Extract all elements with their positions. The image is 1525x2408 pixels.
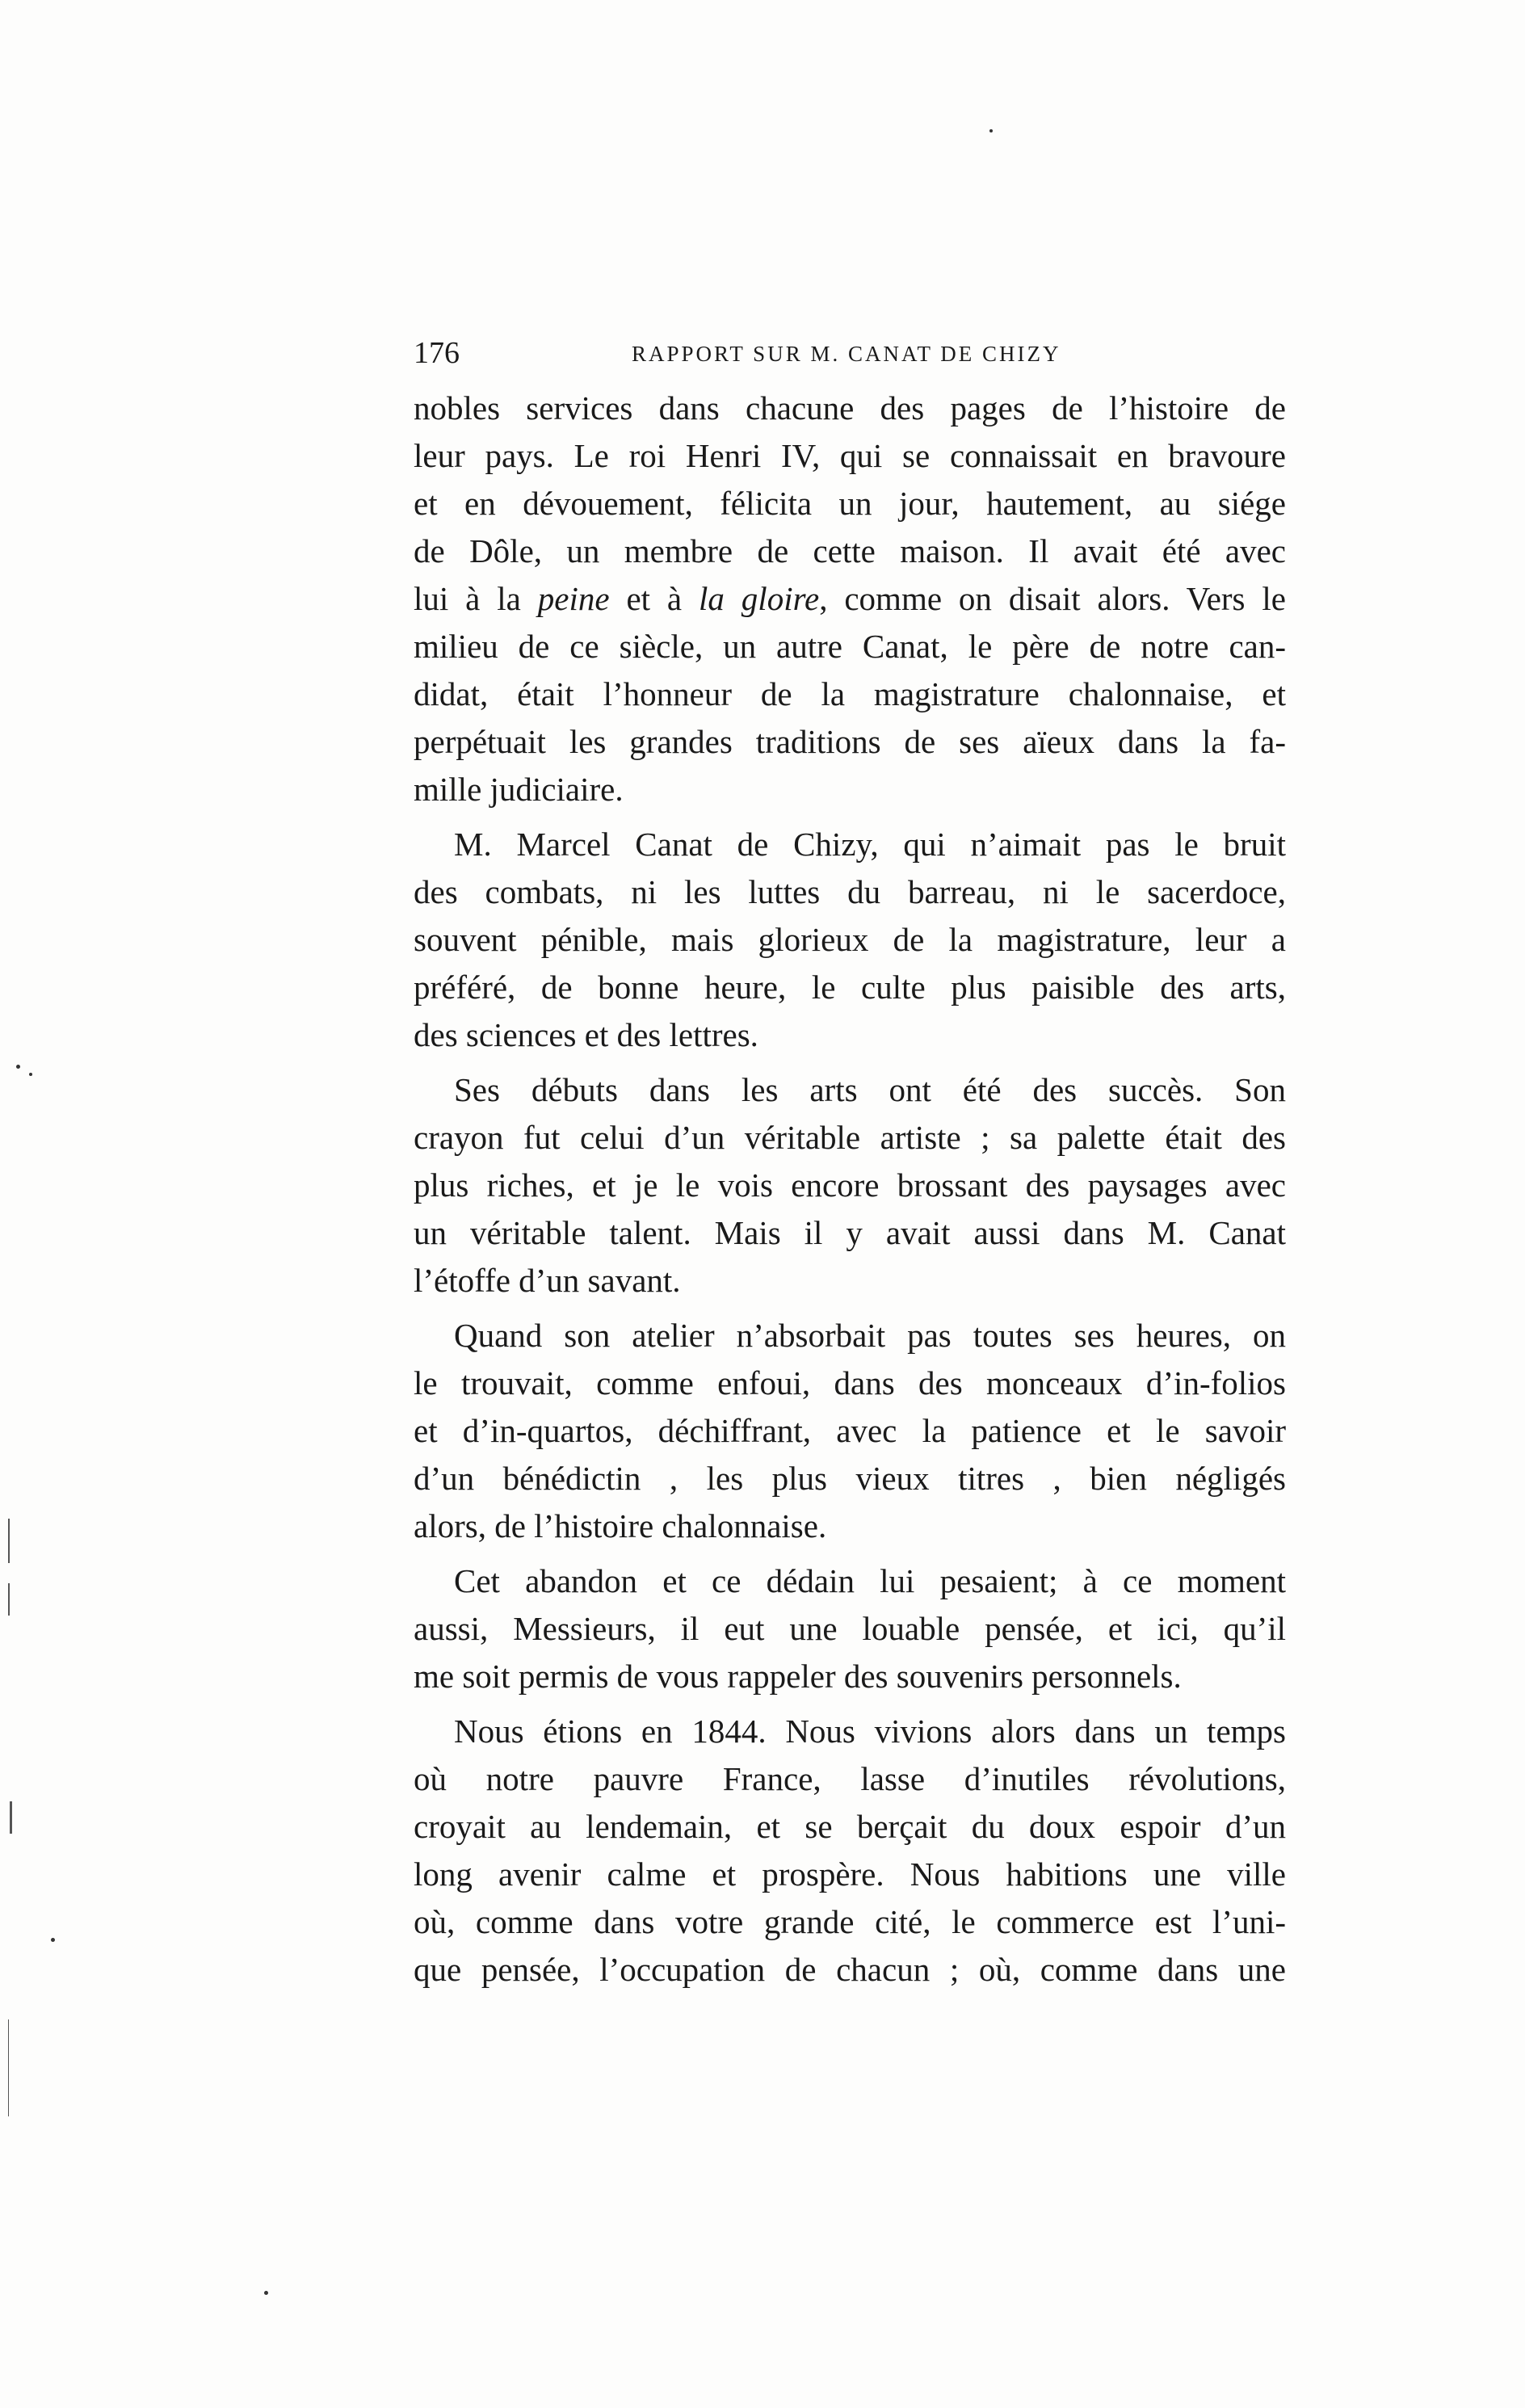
text-line: me soit permis de vous rappeler des souvenirs personnels.	[414, 1658, 1182, 1695]
paragraph	[414, 385, 1286, 813]
text-line: mille judiciaire.	[414, 771, 624, 808]
text-line: des sciences et des lettres.	[414, 1016, 758, 1053]
scan-margin-mark	[8, 2019, 9, 2116]
text-line: milieu de ce siècle, un autre Canat, le père de notre can-	[414, 628, 1286, 665]
scan-speck	[51, 1938, 55, 1942]
text-line: Quand son atelier n’absorbait pas toutes ses heures, on	[454, 1317, 1286, 1354]
scan-speck	[29, 1073, 32, 1076]
text-line: M. Marcel Canat de Chizy, qui n’aimait pas le bruit	[454, 826, 1286, 863]
text-line: et en dévouement, félicita un jour, hautement, au siége	[414, 485, 1286, 522]
text-line: où notre pauvre France, lasse d’inutiles révolutions,	[414, 1760, 1286, 1797]
text-run: lui à la	[414, 580, 538, 617]
text-line: didat, était l’honneur de la magistrature chalonnaise, et	[414, 675, 1286, 712]
scan-margin-mark	[8, 1519, 10, 1563]
scan-speck	[264, 2291, 268, 2295]
running-title: RAPPORT SUR M. CANAT DE CHIZY	[632, 342, 1061, 366]
text-line: crayon fut celui d’un véritable artiste ; sa palette était des	[414, 1119, 1286, 1156]
text-line: nobles services dans chacune des pages de l’histoire de	[414, 389, 1286, 427]
paragraph	[414, 821, 1286, 1059]
scan-speck	[989, 129, 993, 132]
text-run: , comme on disait alors. Vers le	[819, 580, 1286, 617]
text-line: et d’in-quartos, déchiffrant, avec la patience et le savoir	[414, 1412, 1286, 1449]
text-line: souvent pénible, mais glorieux de la magistrature, leur a	[414, 921, 1286, 958]
text-line: que pensée, l’occupation de chacun ; où, comme dans une	[414, 1951, 1286, 1988]
paragraph	[414, 1066, 1286, 1305]
text-line: où, comme dans votre grande cité, le commerce est l’uni-	[414, 1903, 1286, 1940]
italic-text: la gloire	[699, 580, 820, 617]
text-line: le trouvait, comme enfoui, dans des monceaux d’in-folios	[414, 1364, 1286, 1402]
running-head	[414, 333, 1286, 373]
text-line: plus riches, et je le vois encore brossant des paysages avec	[414, 1166, 1286, 1204]
page-number: 176	[414, 336, 460, 370]
text-line: alors, de l’histoire chalonnaise.	[414, 1507, 827, 1544]
scan-speck	[16, 1065, 20, 1069]
paragraph	[414, 1312, 1286, 1550]
text-line: croyait au lendemain, et se berçait du doux espoir d’un	[414, 1808, 1286, 1845]
text-line: perpétuait les grandes traditions de ses aïeux dans la fa-	[414, 723, 1286, 760]
text-line: Cet abandon et ce dédain lui pesaient; à ce moment	[454, 1562, 1286, 1599]
text-line: d’un bénédictin , les plus vieux titres , bien négligés	[414, 1460, 1286, 1497]
text-run: et à	[609, 580, 699, 617]
text-line: leur pays. Le roi Henri IV, qui se connaissait en bravoure	[414, 437, 1286, 474]
scan-margin-mark	[10, 1801, 12, 1834]
text-line	[414, 575, 1286, 623]
italic-text: peine	[537, 580, 610, 617]
text-line: Nous étions en 1844. Nous vivions alors dans un temps	[454, 1712, 1286, 1750]
body-text	[414, 385, 1286, 1994]
text-line: Ses débuts dans les arts ont été des succès. Son	[454, 1071, 1286, 1108]
text-line: de Dôle, un membre de cette maison. Il avait été avec	[414, 532, 1286, 569]
scan-margin-mark	[8, 1583, 10, 1616]
text-line: des combats, ni les luttes du barreau, ni le sacerdoce,	[414, 873, 1286, 910]
paragraph	[414, 1708, 1286, 1994]
text-line: l’étoffe d’un savant.	[414, 1262, 681, 1299]
text-line: long avenir calme et prospère. Nous habitions une ville	[414, 1855, 1286, 1893]
text-line: aussi, Messieurs, il eut une louable pensée, et ici, qu’il	[414, 1610, 1286, 1647]
text-line: un véritable talent. Mais il y avait aussi dans M. Canat	[414, 1214, 1286, 1251]
text-line: préféré, de bonne heure, le culte plus paisible des arts,	[414, 969, 1286, 1006]
paragraph	[414, 1557, 1286, 1700]
